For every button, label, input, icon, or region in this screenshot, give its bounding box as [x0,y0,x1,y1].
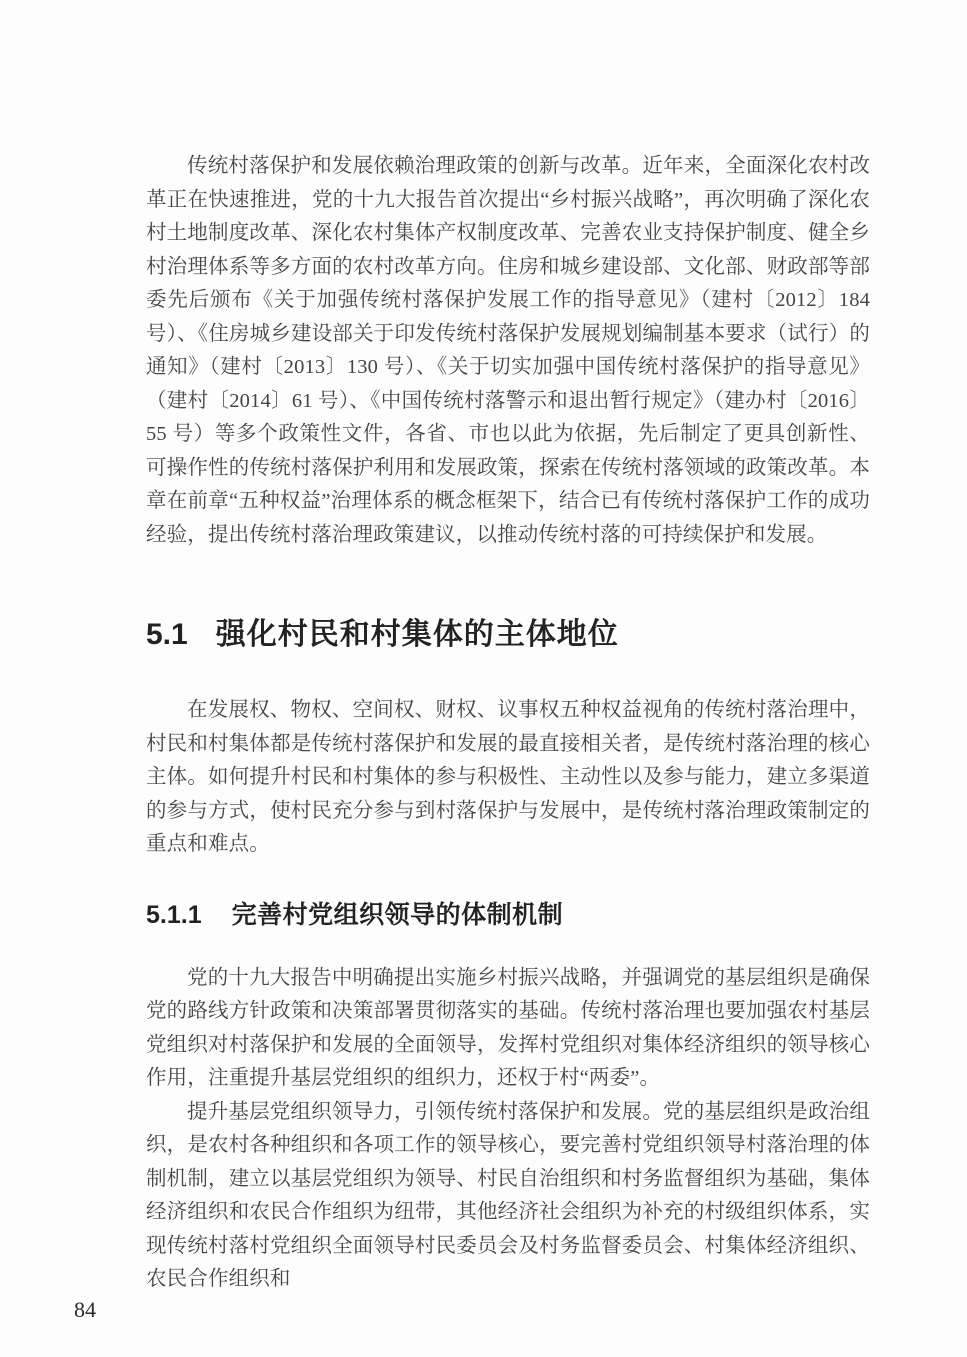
section-number: 5.1 [146,618,188,651]
subsection-number: 5.1.1 [146,900,202,929]
text-column [146,150,870,1297]
section-intro-paragraph: 在发展权、物权、空间权、财权、议事权五种权益视角的传统村落治理中，村民和村集体都是传统村落保护和发展的最直接相关者，是传统村落治理的核心主体。如何提升村民和村集体的参与积极性、主动性以及参与能力，建立多渠道的参与方式，使村民充分参与到村落保护与发展中，是传统村落治理政策制定的重点和难点。 [146,699,870,855]
subsection-paragraph-2: 提升基层党组织领导力，引领传统村落保护和发展。党的基层组织是政治组织，是农村各种组织和各项工作的领导核心，要完善村党组织领导村落治理的体制机制，建立以基层党组织为领导、村民自治组织和村务监督组织为基础，集体经济组织和农民合作组织为纽带，其他经济社会组织为补充的村级组织体系，实现传统村落村党组织全面领导村民委员会及村务监督委员会、村集体经济组织、农民合作组织和 [146,1100,870,1290]
section-heading [146,614,870,656]
subsection-paragraph-1: 党的十九大报告中明确提出实施乡村振兴战略，并强调党的基层组织是确保党的路线方针政策和决策部署贯彻落实的基础。传统村落治理也要加强农村基层党组织对村落保护和发展的全面领导，发挥村党组织对集体经济组织的领导核心作用，注重提升基层党组织的组织力，还权于村“两委”。 [146,966,870,1089]
subsection-title: 完善村党组织领导的体制机制 [231,900,564,929]
subsection-heading [146,898,870,932]
page-number: 84 [74,1297,96,1322]
section-title: 强化村民和村集体的主体地位 [215,618,619,651]
intro-paragraph: 传统村落保护和发展依赖治理政策的创新与改革。近年来，全面深化农村改革正在快速推进，党的十九大报告首次提出“乡村振兴战略”，再次明确了深化农村土地制度改革、深化农村集体产权制度改革、完善农业支持保护制度、健全乡村治理体系等多方面的农村改革方向。住房和城乡建设部、文化部、财政部等部委先后颁布《关于加强传统村落保护发展工作的指导意见》（建村〔2012〕184 号）、《住房城乡建设部关于印发传统村落保护发展规划编制基本要求（试行）的通知》（建村〔2013〕130 号）、《关于切实加强中国传统村落保护的指导意见》（建村〔2014〕61 号）、《中国传统村落警示和退出暂行规定》（建办村〔2016〕55 号）等多个政策性文件，各省、市也以此为依据，先后制定了更具创新性、可操作性的传统村落保护利用和发展政策，探索在传统村落领域的政策改革。本章在前章“五种权益”治理体系的概念框架下，结合已有传统村落保护工作的成功经验，提出传统村落治理政策建议，以推动传统村落的可持续保护和发展。 [146,155,870,546]
